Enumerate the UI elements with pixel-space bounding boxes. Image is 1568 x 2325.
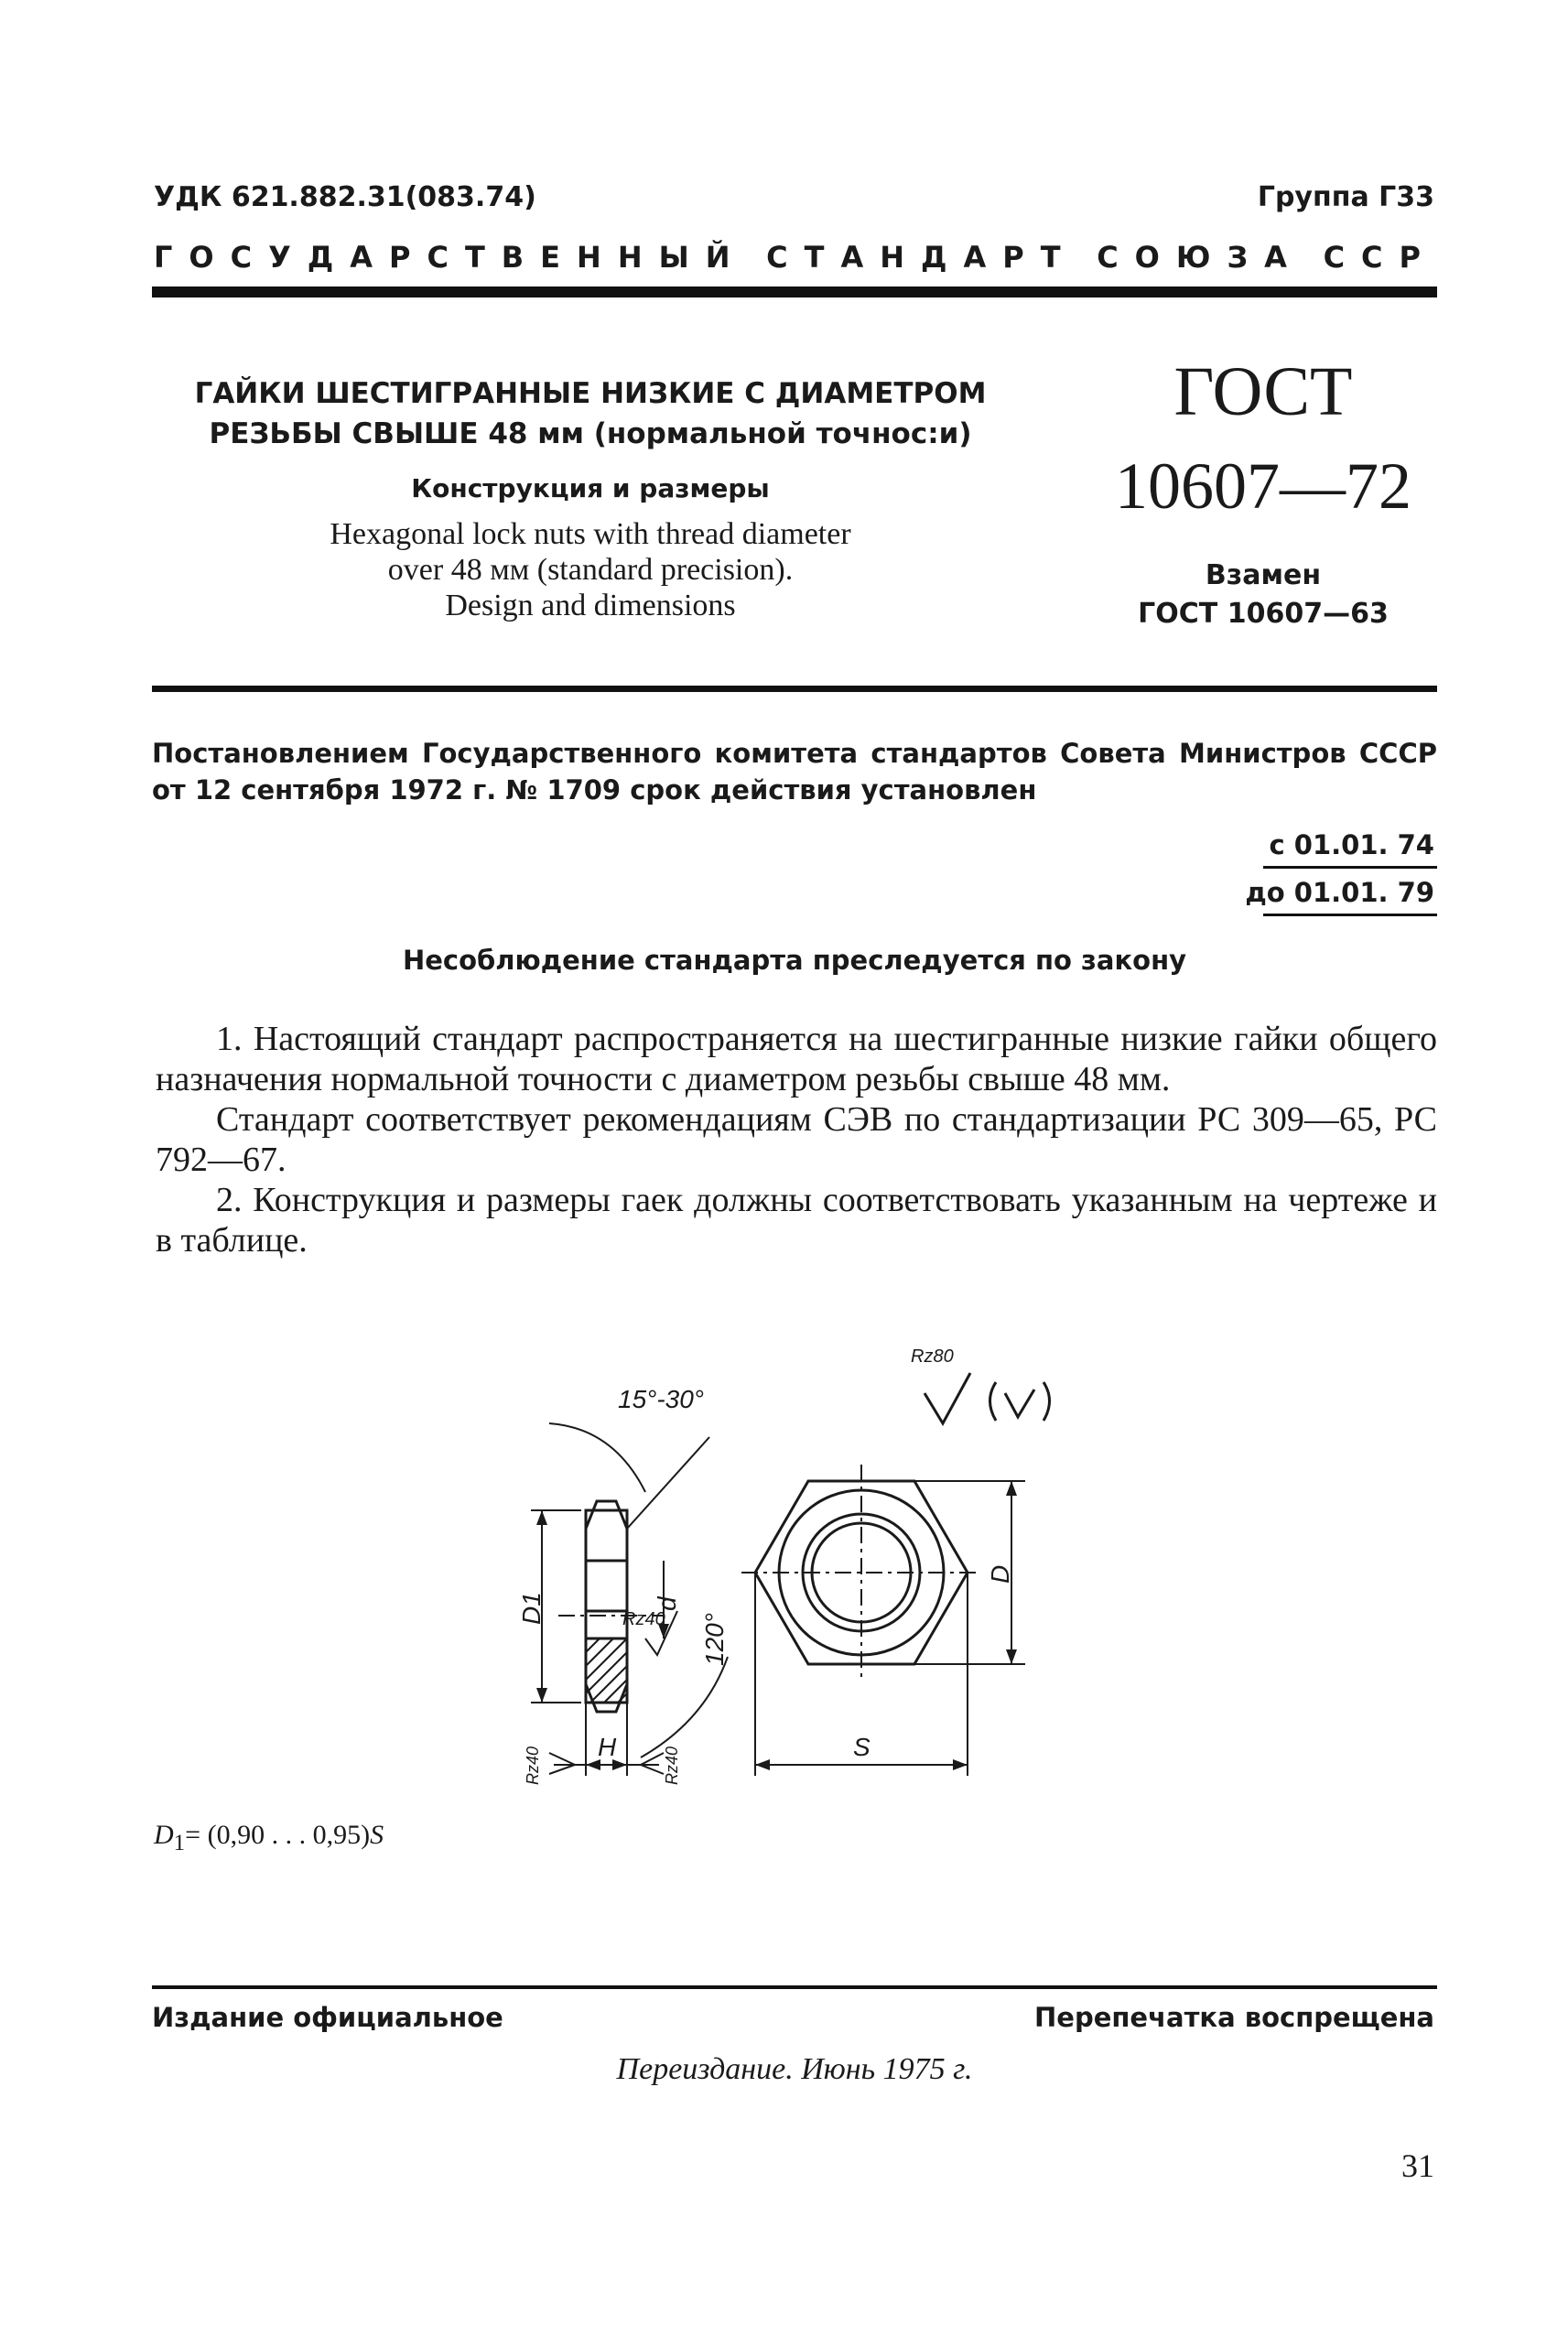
footer-rule xyxy=(152,1985,1437,1989)
official-edition: Издание официальное xyxy=(152,2002,503,2033)
label-rz40-left: Rz40 xyxy=(524,1746,542,1785)
gost-number: 10607—72 xyxy=(1115,449,1411,523)
title-en-line1: Hexagonal lock nuts with thread diameter xyxy=(330,517,851,551)
valid-to: до 01.01. 79 xyxy=(1245,877,1434,908)
replaces-label: Взамен xyxy=(1205,559,1322,591)
decree-text: Постановлением Государственного комитета стандартов Совета Министров СССР от 12 сентября 1972 г. № 1709 срок действия установлен xyxy=(152,738,1437,806)
valid-from: с 01.01. 74 xyxy=(1269,829,1434,860)
title-en xyxy=(165,516,1016,623)
title-en-line2: over 48 мм (standard precision). xyxy=(387,553,794,587)
page-number: 31 xyxy=(1401,2147,1434,2184)
formula-sub: 1 xyxy=(173,1831,186,1855)
label-rz40-inner: Rz40 xyxy=(622,1609,665,1629)
nut-drawing xyxy=(494,1336,1062,1803)
heading-word-3: СОЮЗА xyxy=(1097,240,1303,275)
title-ru-subtitle: Конструкция и размеры xyxy=(411,473,770,503)
label-120: 120° xyxy=(700,1613,729,1666)
paragraph-3: 2. Конструкция и размеры гаек должны соответствовать указанным на чертеже и в таблице. xyxy=(156,1181,1437,1260)
state-standard-heading xyxy=(154,240,1437,275)
title-ru-line1: ГАЙКИ ШЕСТИГРАННЫЕ НИЗКИЕ С ДИАМЕТРОМ xyxy=(194,377,987,410)
replaces-block xyxy=(1044,557,1483,633)
paragraph-1: 1. Настоящий стандарт распространяется на шестигранные низкие гайки общего назначения нормальной точности с диаметром резьбы свыше 48 мм. xyxy=(156,1020,1437,1098)
date-rule-2 xyxy=(1263,914,1437,916)
title-ru-line2: РЕЗЬБЫ СВЫШЕ 48 мм (нормальной точнос:и) xyxy=(209,417,972,450)
roughness-symbol xyxy=(925,1373,970,1423)
paragraph-2: Стандарт соответствует рекомендациям СЭВ по стандартизации РС 309—65, РС 792—67. xyxy=(156,1100,1437,1179)
label-S: S xyxy=(853,1733,871,1761)
formula-rhs: = (0,90 . . . 0,95) xyxy=(185,1820,371,1850)
label-rz40-right: Rz40 xyxy=(663,1746,681,1785)
header-rule xyxy=(152,287,1437,297)
nut-side-chamfer-top xyxy=(586,1501,627,1529)
group-code: Группа Г33 xyxy=(1257,181,1434,213)
angle-chamfer-label: 15°-30° xyxy=(618,1385,705,1413)
heading-word-2: СТАНДАРТ xyxy=(766,240,1077,275)
legal-notice: Несоблюдение стандарта преследуется по закону xyxy=(402,945,1187,976)
formula-s: S xyxy=(370,1820,384,1850)
label-D: D xyxy=(986,1564,1014,1584)
reissue-note: Переиздание. Июнь 1975 г. xyxy=(616,2052,973,2086)
udk-code: УДК 621.882.31(083.74) xyxy=(154,181,536,213)
heading-word-1: ГОСУДАРСТВЕННЫЙ xyxy=(154,240,747,275)
label-rz80: Rz80 xyxy=(911,1346,954,1367)
title-en-line3: Design and dimensions xyxy=(445,589,736,622)
reprint-prohibited: Перепечатка воспрещена xyxy=(1034,2002,1434,2033)
label-H: H xyxy=(598,1733,617,1761)
date-rule-1 xyxy=(1263,866,1437,869)
gost-label: ГОСТ xyxy=(1173,353,1353,430)
formula-d1 xyxy=(154,1820,384,1856)
heading-word-4: ССР xyxy=(1323,240,1437,275)
title-ru xyxy=(165,373,1016,454)
replaces-number: ГОСТ 10607—63 xyxy=(1138,598,1389,630)
hatch-section xyxy=(586,1638,627,1703)
label-d: d xyxy=(653,1596,681,1611)
body-text xyxy=(156,1019,1437,1260)
title-rule xyxy=(152,686,1437,692)
label-D1: D1 xyxy=(517,1592,546,1625)
formula-lhs: D xyxy=(154,1820,174,1850)
